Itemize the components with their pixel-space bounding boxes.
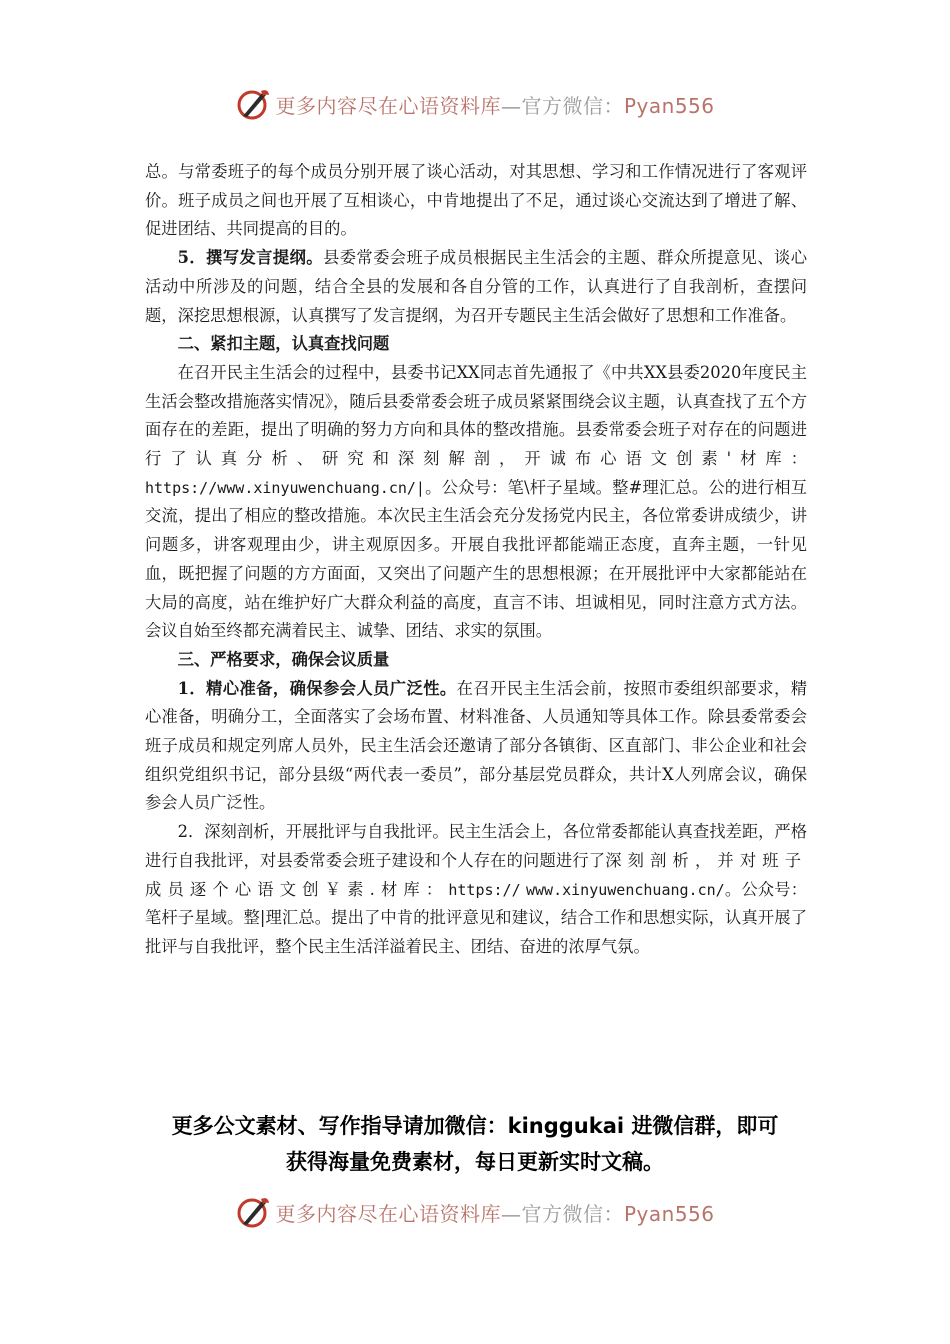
banner-text	[275, 1198, 714, 1227]
paragraph-2	[145, 244, 807, 330]
paragraph-5-b: 。公众号：笔杆子星域。整|理汇总。提出了中肯的批评意见和建议，结合工作和思想实际，认真开展了批评与自我批评，整个民主生活洋溢着民主、团结、奋进的浓厚气氛。	[145, 879, 807, 956]
banner-dash: —	[500, 93, 522, 118]
heading-3: 三、严格要求，确保会议质量	[177, 649, 390, 669]
paragraph-5-url-2: www.xinyuwenchuang.cn/	[525, 880, 725, 899]
paragraph-3-a: 在召开民主生活会的过程中，县委书记XX同志首先通报了《中共XX县委2020年度民主生活会整改措施落实情况》，随后县委常委会班子成员紧紧围绕会议主题，认真查找了五个方面存在的差距，提出了明确的努力方向和具体的整改措施。县委常委会班子对存在的问题进行了认真分析、研究和深刻解剖，开诚布心语文创素'材库：	[145, 362, 807, 469]
paragraph-5-url-1: https://	[448, 880, 521, 899]
paragraph-5	[145, 818, 807, 962]
paragraph-4-lead: 1．精心准备，确保参会人员广泛性。	[177, 678, 457, 698]
document-body	[145, 158, 807, 962]
paragraph-1: 总。与常委班子的每个成员分别开展了谈心活动，对其思想、学习和工作情况进行了客观评价。班子成员之间也开展了互相谈心，中肯地提出了不足，通过谈心交流达到了增进了解、促进团结、共同提高的目的。	[145, 162, 807, 239]
paragraph-3	[145, 359, 807, 646]
quill-pen-logo-icon	[235, 86, 271, 122]
paragraph-4-body: 在召开民主生活会前，按照市委组织部要求，精心准备，明确分工，全面落实了会场布置、材料准备、人员通知等具体工作。除县委常委会班子成员和规定列席人员外，民主生活会还邀请了部分各镇街、区直部门、非公企业和社会组织党组织书记，部分县级“两代表一委员”，部分基层党员群众，共计X人列席会议，确保参会人员广泛性。	[145, 678, 807, 813]
paragraph-3-url: https://www.xinyuwenchuang.cn/|	[145, 478, 425, 497]
banner-dash: —	[500, 1201, 522, 1226]
heading-2: 二、紧扣主题，认真查找问题	[177, 334, 390, 354]
banner-text	[275, 90, 714, 119]
footer-line-1: 更多公文素材、写作指导请加微信：kinggukai 进微信群，即可	[171, 1114, 779, 1138]
footer-line-2: 获得海量免费素材，每日更新实时文稿。	[286, 1150, 664, 1174]
paragraph-2-lead: 5．撰写发言提纲。	[177, 248, 323, 268]
banner-wechat-label: 官方微信：	[521, 1201, 624, 1226]
quill-pen-logo-icon	[235, 1194, 271, 1230]
paragraph-2-body: 县委常委会班子成员根据民主生活会的主题、群众所提意见、谈心活动中所涉及的问题，结合全县的发展和各自分管的工作，认真进行了自我剖析，查摆问题，深挖思想根源，认真撰写了发言提纲，为召开专题民主生活会做好了思想和工作准备。	[145, 248, 807, 325]
banner-main-text: 更多内容尽在心语资料库	[275, 93, 501, 118]
paragraph-4	[145, 675, 807, 819]
paragraph-3-b: 。公众号：笔\杆子星域。整#理汇总。公的进行相互交流，提出了相应的整改措施。本次民主生活会充分发扬党内民主，各位常委讲成绩少，讲问题多，讲客观理由少，讲主观原因多。开展自我批评都能端正态度，直奔主题，一针见血，既把握了问题的方方面面，又突出了问题产生的思想根源；在开展批评中大家都能站在大局的高度，站在维护好广大群众利益的高度，直言不讳、坦诚相见，同时注意方式方法。会议自始至终都充满着民主、诚挚、团结、求实的氛围。	[145, 477, 807, 641]
banner-wechat-id: Pyan556	[623, 93, 715, 118]
header-banner	[0, 80, 950, 128]
banner-wechat-id: Pyan556	[623, 1201, 715, 1226]
footer-banner	[0, 1188, 950, 1236]
banner-main-text: 更多内容尽在心语资料库	[275, 1201, 501, 1226]
footer-note	[0, 1108, 950, 1180]
paragraph-5-spaced: 深刻剖析，并对班子成员逐个心语文创￥素.材库：	[145, 850, 807, 899]
paragraph-5-a: 2．深刻剖析，开展批评与自我批评。民主生活会上，各位常委都能认真查找差距，严格进行自我批评，对县委常委会班子建设和个人存在的问题进行了	[145, 822, 807, 870]
banner-wechat-label: 官方微信：	[521, 93, 624, 118]
